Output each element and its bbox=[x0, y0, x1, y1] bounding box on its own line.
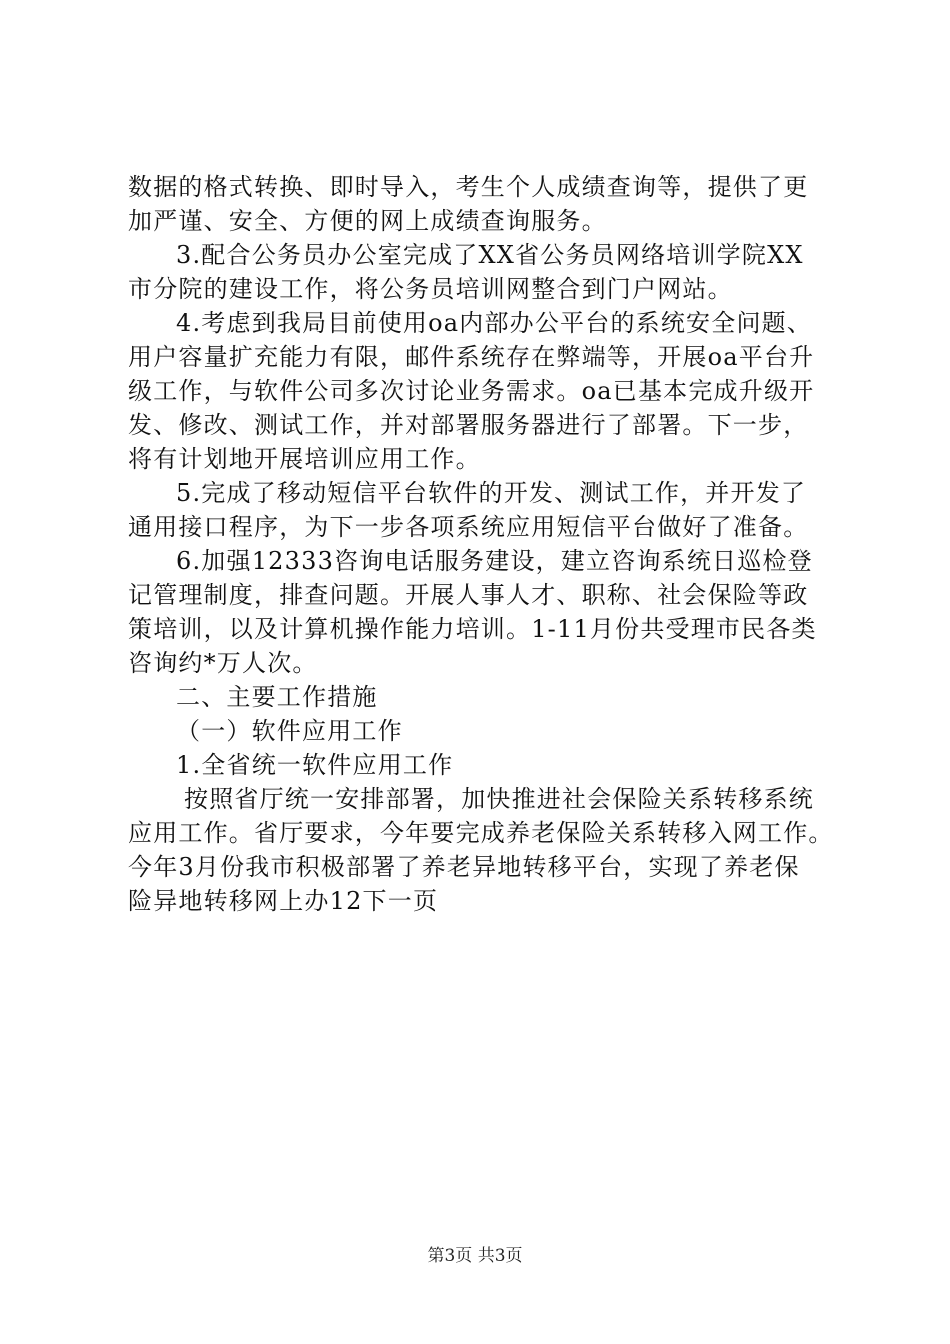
text-line: 5.完成了移动短信平台软件的开发、测试工作，并开发了 bbox=[176, 479, 807, 507]
text-line: 策培训，以及计算机操作能力培训。1-11月份共受理市民各类 bbox=[128, 615, 817, 643]
text-line: 级工作，与软件公司多次讨论业务需求。oa已基本完成升级开 bbox=[128, 377, 815, 405]
text-line: 咨询约*万人次。 bbox=[128, 649, 318, 677]
text-line: 6.加强12333咨询电话服务建设，建立咨询系统日巡检登 bbox=[176, 547, 813, 575]
text-line: 发、修改、测试工作，并对部署服务器进行了部署。下一步， bbox=[128, 411, 809, 439]
subsection-heading: （一）软件应用工作 bbox=[176, 717, 403, 745]
text-line: 将有计划地开展培训应用工作。 bbox=[128, 445, 481, 473]
text-line: 应用工作。省厅要求，今年要完成养老保险关系转移入网工作。 bbox=[128, 819, 834, 847]
text-line: 加严谨、安全、方便的网上成绩查询服务。 bbox=[128, 207, 607, 235]
text-line: 记管理制度，排查问题。开展人事人才、职称、社会保险等政 bbox=[128, 581, 809, 609]
page-number-footer: 第3页 共3页 bbox=[427, 1246, 523, 1266]
text-line: 用户容量扩充能力有限，邮件系统存在弊端等，开展oa平台升 bbox=[128, 343, 815, 371]
text-line: 今年3月份我市积极部署了养老异地转移平台，实现了养老保 bbox=[128, 853, 800, 881]
item-heading: 1.全省统一软件应用工作 bbox=[176, 751, 454, 779]
text-line: 4.考虑到我局目前使用oa内部办公平台的系统安全问题、 bbox=[176, 309, 813, 337]
text-line: 通用接口程序，为下一步各项系统应用短信平台做好了准备。 bbox=[128, 513, 809, 541]
section-heading: 二、主要工作措施 bbox=[176, 683, 378, 711]
text-line: 按照省厅统一安排部署，加快推进社会保险关系转移系统 bbox=[184, 785, 814, 813]
text-line: 险异地转移网上办12下一页 bbox=[128, 887, 439, 915]
text-line: 数据的格式转换、即时导入，考生个人成绩查询等，提供了更 bbox=[128, 173, 809, 201]
text-line: 市分院的建设工作，将公务员培训网整合到门户网站。 bbox=[128, 275, 733, 303]
text-line: 3.配合公务员办公室完成了XX省公务员网络培训学院XX bbox=[176, 241, 804, 269]
